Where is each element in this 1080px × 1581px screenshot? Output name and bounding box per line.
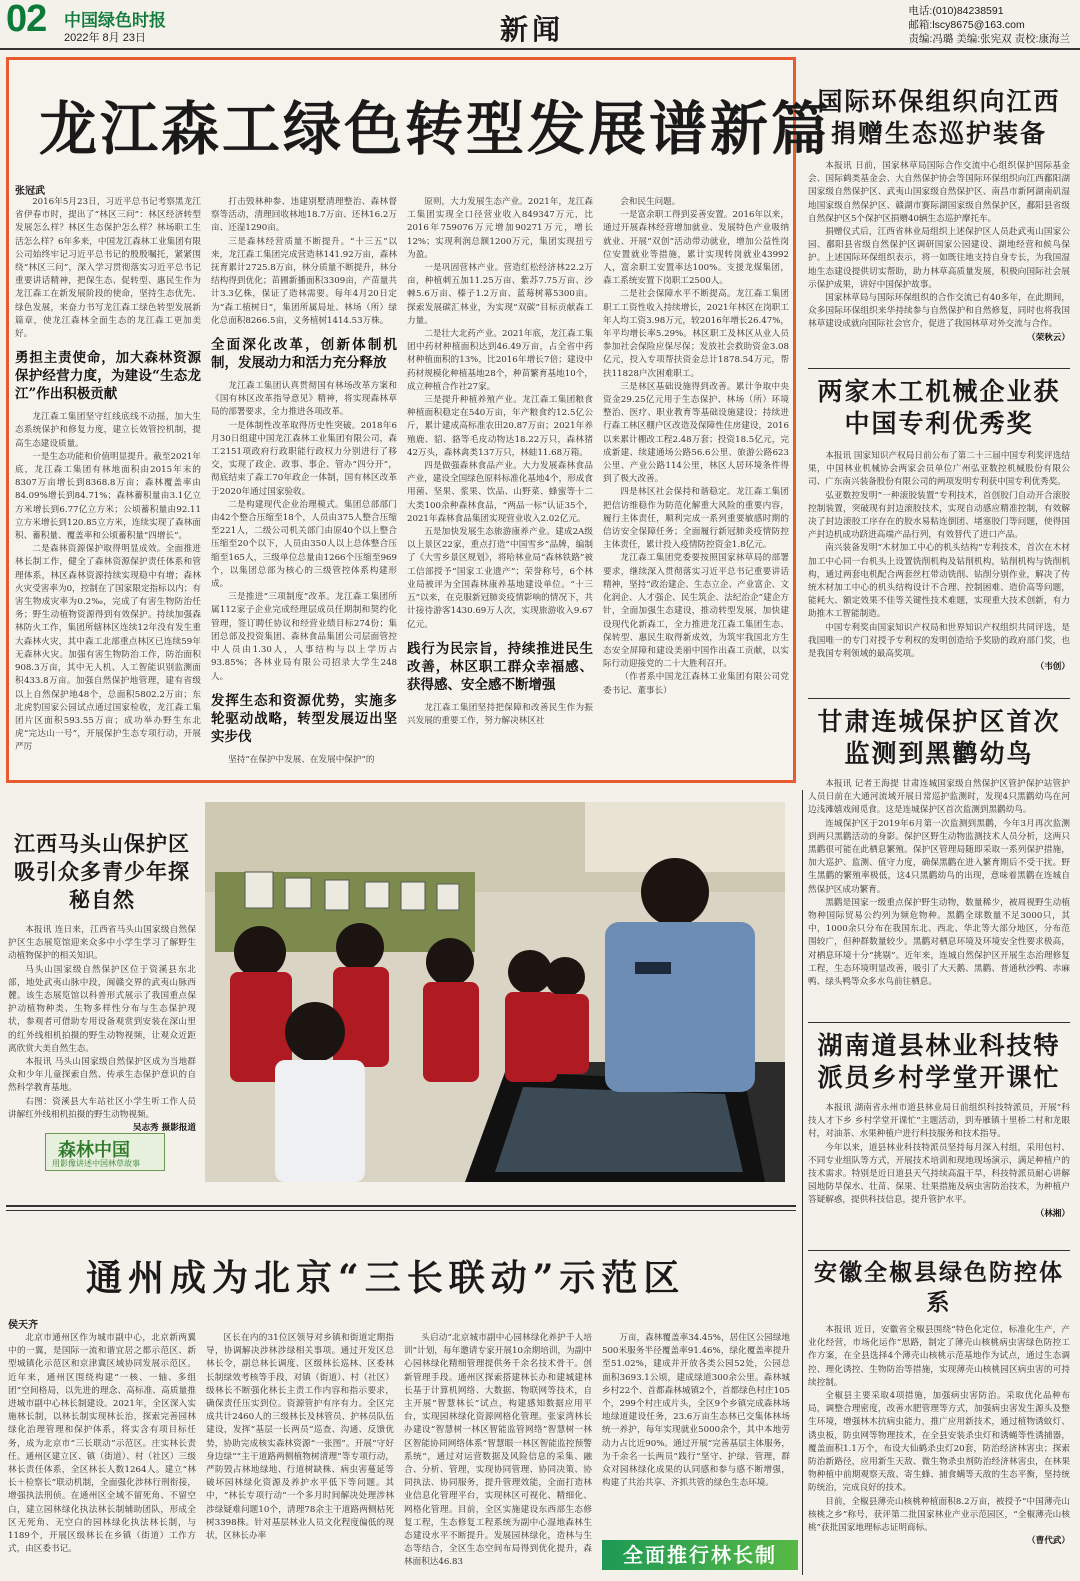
paragraph: 原则，大力发展生态产业。2021年，龙江森工集团实现全口径营业收入849347万元，比2016年759076万元增加90271万元，增长12%；实现利润总额1200万元，集团实现扭亏为盈。 xyxy=(407,197,593,260)
page-number: 02 xyxy=(6,0,47,40)
paragraph: 二是森林资源保护取得明显成效。全面推进林长制工作，健全了森林资源保护责任体系和管理体系，林区森林资源持续实现稳中有增；森林火灾受害率为0，控制在了国家限定指标以内；有害生物成灾率为0.2‰，完成了有害生物防治任务；野生动植物资源得到有效保护。持续加强森林防火工作，集团所辖林区连续12年没有发生重大森林火灾，其中森工北部重点林区已连续59年无森林火灾。加强有害生物防治工作，防治面积908.3万亩，其中无人机、人工智能识别监测面积433.8万亩。加强自然保护地管理，建有省级以上自然保护地48个，总面积5802.2万亩；东北虎豹国家公园试点通过国家检收，龙江森工集团片区面积593.55万亩；成功举办野生东北虎“完达山一号”，开展保护生态专项行动，开展严厉 xyxy=(15,544,201,753)
email: 邮箱:lscy8675@163.com xyxy=(908,19,1025,31)
article-credit: （韦创） xyxy=(1035,662,1070,673)
paragraph: 二是壮大北药产业。2021年底，龙江森工集团中药材种植面积达到46.49万亩，占全省中药材种植面积的13%，比2016年增长7倍；建设中药材规模化种植基地28个，种苗繁育基地10个，成立种植合作社27家。 xyxy=(407,329,593,392)
paragraph: 一是富余职工得到妥善安置。2016年以来，通过开展森林经营增加就业、发展特色产业吸纳就业、开展“双创”活动带动就业，增加公益性岗位安置就业等措施，累计实现转岗就业43992人，富余职工安置率达100%。支援龙煤集团，森工系统安置下岗职工2500人。 xyxy=(603,210,789,287)
divider xyxy=(6,1210,796,1211)
lead-headline: 龙江森工绿色转型发展谱新篇 xyxy=(39,95,833,163)
tongzhou-column-2 xyxy=(206,1332,394,1542)
lead-column-4 xyxy=(603,196,789,778)
article-jiangxi-donation xyxy=(808,86,1070,382)
lead-byline: 张冠武 xyxy=(15,186,45,197)
paragraph: 三是提升种植养殖产业。龙江森工集团粮食种植面积稳定在540万亩，年产粮食约12.5亿公斤，累计建成高标准农田20.87万亩；2021年养殖鹿、貂、貉等毛皮动物达18.22万只，森林猪42万头，森林禽类137万只，林蛙11.68万箱。 xyxy=(407,395,593,458)
lead-column-3 xyxy=(407,196,593,778)
article-credit: （荣秋云） xyxy=(1027,332,1070,343)
author-note: （作者系中国龙江森林工业集团有限公司党委书记、董事长） xyxy=(603,672,789,696)
paragraph: 2016年5月23日，习近平总书记考察黑龙江省伊春市时，提出了“林区三问”：林区经济转型发展怎么样？林区生态保护怎么样？林场职工生活怎么样？6年多来，中国龙江森林工业集团有限公司始终牢记习近平总书记的殷殷嘱托，紧紧围绕“林区三问”，深入学习贯彻落实习近平总书记重要讲话精神，把保生态、促转型、惠民生作为龙江森工在新发展阶段的使命，坚持生态优先、绿色发展，来奋力书写龙江森工绿色转型发展新篇章，使龙江森林全面生态的龙江森工更加美好。 xyxy=(15,197,201,340)
article-headline: 湖南道县林业科技特派员乡村学堂开课忙 xyxy=(817,1031,1061,1092)
divider xyxy=(808,368,1070,369)
article-headline: 江西马头山保护区吸引众多青少年探秘自然 xyxy=(14,831,190,912)
paragraph: 一是巩固营林产业。营造红松经济林22.2万亩，种植刺五加11.25万亩、紫苏7.75万亩、沙棘5.6万亩、榛子1.2万亩、蓝莓树幕5300亩。探索发展碳汇林业，为实现“双碳”目标贡献森工力量。 xyxy=(407,263,593,326)
paragraph: 北京市通州区作为城市副中心，北京新两翼中的一翼，是国际一流和谐宜居之都示范区、新型城镇化示范区和京津冀区域协同发展示范区。近年来，通州区围绕构建“一核、一轴、多组团”空间格局，以先进的理念、高标准、高质量推进城市副中心林长制建设。2021年，全区深入实施林长制，以林长制实现林长治，探索完善园林绿化治理管理和保护体系，将实含有项目标任务，成为北京市“三长联动”示范区。庄实林长责任。通州区建立区、镇（街道）、村（社区）三级林长责任体系，全区林长人数1264人。建立“林长＋检察长”联动机制，全面强化涉林行刑衔接，增强执法刑侦。在通州区全域不留死角、不留空白，建立园林绿化执法林长制辅助团队，形成全区无死角、无空白的园林绿化执法林长制，与1189个，开展区级林长在乡镇（街道）工作方式，由区委书记。 xyxy=(8,1333,196,1555)
paragraph: 本报讯 湖南省永州市道县林业局日前组织科技特派员，开展“科技人才下乡 乡村学堂开课忙”主题活动，到寿雁镇十里桥二村和龙眼村，对油茶、水果种植户进行科技服务和技术指导。 xyxy=(808,1103,1070,1140)
lead-subhead-3: 发挥生态和资源优势，实施多轮驱动战略，转型发展迈出坚实步伐 xyxy=(211,692,397,745)
tongzhou-column-3 xyxy=(404,1332,592,1568)
paragraph: 龙江森工集团认真贯彻国有林场改革方案和《国有林区改革指导意见》精神，将实现森林草局的部署要求，全力推进各项改革。 xyxy=(211,381,397,418)
tongzhou-byline: 侯天齐 xyxy=(8,1320,38,1331)
paragraph: 打击毁林种参、违建别墅清理整治、森林督察等活动，清理回收林地18.7万亩、还林16.2万亩、还湿1290亩。 xyxy=(211,197,397,234)
tongzhou-headline: 通州成为北京“三长联动”示范区 xyxy=(86,1257,686,1299)
paragraph: 南兴装备发明“木材加工中心的机头结构”专利技术，首次在木材加工中心同一台机头上设置铣削机构及钻削机构，钻削机构与铣削机构，通过两套电机配合两套丝杠带动铣削、钻削分别作业，解决了传统木材加工中心的机头结构设计不合理、控制困难、造价高等问题，能耗大、额定效果不佳等关键性技术难题，实现重大技术创新，有力助推木工智能制造。 xyxy=(808,543,1070,620)
paragraph: 目前，全椒县薄壳山核桃种植面积8.2万亩，被授予“中国薄壳山核桃之乡”称号，获评第二批国家林业产业示范园区，“全椒薄壳山核桃”获批国家地理标志证明商标。 xyxy=(808,1496,1070,1534)
paragraph: 全椒县主要采取4项措施，加强病虫害防治。采取优化品种布局，调整合理密度，改善水肥管理等方式，加强病虫害发生源头及整生环境，增强林木抗病虫能力，推广应用新技术，通过植物诱蚊灯、诱虫板，防虫网等物理技术，在全县安装杀虫灯和诱蝇等性诱捕器，覆盖面积1.1万个，布设大仙鹤杀虫灯20套，防治经济林害虫；探索防治新路径，应用新生天敌、微生物杀虫剂防治经济林害虫，在林果物种植中前期观察天敌、寄生蜂、捕食螨等天敌的生态平衡，坚持统防统治，完成良好的技术。 xyxy=(808,1391,1070,1494)
article-body xyxy=(808,1324,1070,1568)
paragraph: 坚持“在保护中发展、在发展中保护”的 xyxy=(228,754,375,765)
article-body xyxy=(808,778,1070,1014)
paragraph: 本报讯 近日，安徽省全椒县围绕“特色化定位，标准化生产，产业化经营，市场化运作”思路，制定了薄壳山核桃病虫害绿色防控工作方案，在全县选择4个薄壳山核桃示范基地作为试点，通过生态调控、理化诱控、生物防治等措施，实现薄壳山核桃园区病虫害的可持续控制。 xyxy=(808,1325,1070,1388)
paragraph: 头启动“北京城市副中心园林绿化养护千人培训”计划，每年邀请专家开展10余期培训，为副中心园林绿化精细管理提供务千余名技术骨干。创新管理手段。通州区探索搭建林长办和建城建林长基于计算机网络、大数据、物联网等技术，自主开展“智慧林长”试点，构建感知数据应用平台，实现园林绿化资源网格化管理。张家湾林长办建设“智慧树一林区智能监管网络”智慧树一林区智能协同网络体系“智慧眼一林区智能监控预警系统”，通过对运营数据及风险信息的采集、融合、分析、管理，实现协同管理、协同决策、协同执法、协同服务，提升管理效能，全面打造林业信息化管理平台，实现林区可视化、精细化、网格化管理。目前，全区实施建设东西部生态修复工程，生态修复工程系统为副中心湿地森林生态建设水平不断提升。发展园林绿化，造林与生态等结合，全区生态空间布局得到优化提升，森林面积达46.83 xyxy=(404,1333,592,1568)
lead-column-1 xyxy=(15,196,201,778)
article-body xyxy=(808,1102,1070,1250)
paragraph: 五是加快发展生态旅游康养产业。建成2A级以上景区22家，重点打造“中国雪乡”品牌，编制了《大雪乡景区规划》，将哈林业局“森林铁路”被工信部授予“国家工业遗产”；荣誉称号，6个林业局被评为全国森林康养基地建设单位。“十三五”以来，在克服新冠肺炎疫情影响的情况下，共计接待游客1430.69万人次，实现旅游收入9.67亿元。 xyxy=(407,527,593,630)
article-anhui-pest xyxy=(808,1258,1070,1568)
lead-subhead-4: 践行为民宗旨，持续推进民生改善，林区职工群众幸福感、获得感、安全感不断增强 xyxy=(407,640,593,693)
article-body xyxy=(808,450,1070,688)
paper-date: 2022年 8月 23日 xyxy=(64,32,146,44)
article-patent-award xyxy=(808,376,1070,688)
masthead xyxy=(0,0,1080,50)
photo-credit: 吴志秀 摄影报道 xyxy=(132,1123,196,1134)
lead-columns xyxy=(15,196,789,778)
exhibit-photo xyxy=(205,802,785,1182)
forest-chief-banner: 全面推行林长制 xyxy=(602,1540,798,1570)
paragraph: 四是林区社会保持和谐稳定。龙江森工集团把信访维稳作为防范化解重大风险的重要内容，履行主体责任，顺利完成一系列重要敏感时期的信访安全保障任务；全面履行新冠肺炎疫情防控主体责任，累计投入疫情防控资金1.8亿元。 xyxy=(603,487,789,551)
photo-caption: 右图：资溪县大车站社区小学生听工作人员讲解红外线相机拍摄的野生动物视频。 xyxy=(8,1096,196,1120)
paragraph: 连城保护区于2019年6月第一次监测到黑鹳，今年3月再次监测到两只黑鹳活动的身影。保护区野生动物监测技术人员分析，这两只黑鹳很可能在此栖息繁殖。保护区管理局随即采取一系列保护措施，加大巡护、监测、值守力度，确保黑鹳在进入繁育期后不受干扰。野生黑鹳的繁殖率极低，这4只黑鹳幼鸟的出现，意味着黑鹳在连城自然保护区成功繁育。 xyxy=(808,818,1070,895)
badge-title: 森林中国 xyxy=(58,1140,130,1161)
paragraph: 二是社会保障水平不断提高。龙江森工集团职工工资性收入持续增长，2021年林区在岗职工年人均工资3.98万元，较2016年增长26.47%，年平均增长率5.29%。林区职工及林区从业人员参加社会保险应保尽保；发放社会救助资金3.08亿元，投入专项帮扶资金总计1878.54万元，帮扶11828户次困难职工。 xyxy=(603,289,789,379)
divider xyxy=(808,698,1070,699)
paragraph: 本报讯 马头山国家级自然保护区成为当地群众和少年儿童探索自然、传承生态保护意识的自然科学教育基地。 xyxy=(8,1057,196,1094)
tongzhou-column-1 xyxy=(8,1332,196,1555)
paragraph: 今年以来，道县林业科技特派员坚持每月深入村组，采用包村、不同专业组队等方式，开展技术培训和现地现场演示，满足种植户的技术需求。特别是近日道县天气持续高温干旱，科技特派员耐心讲解园地防旱保水、壮苗、保果、壮果措施及病虫害防治技术，为种植户答疑解惑，提供科技信息，提升管护水平。 xyxy=(808,1142,1070,1206)
contact-info xyxy=(908,4,1070,46)
forest-china-badge xyxy=(45,1133,165,1171)
article-credit: （曹代武） xyxy=(1027,1536,1070,1547)
article-headline: 安徽全椒县绿色防控体系 xyxy=(814,1259,1064,1316)
lead-subhead-1: 勇担主责使命，加大森林资源保护经营力度，为建设“生态龙江”作出积极贡献 xyxy=(15,350,201,403)
article-gansu-stork xyxy=(808,706,1070,1014)
article-headline: 国际环保组织向江西捐赠生态巡护装备 xyxy=(817,87,1061,148)
article-body xyxy=(8,924,196,1150)
article-headline: 甘肃连城保护区首次监测到黑鹳幼鸟 xyxy=(817,707,1061,768)
lead-story xyxy=(6,57,833,783)
paragraph: 龙江森工集团坚守红线底线不动摇，加大生态系统保护和修复力度，建立长效管控机制，提高生态建设质量。 xyxy=(15,412,201,449)
paper-name: 中国绿色时报 xyxy=(64,11,166,31)
article-body xyxy=(808,160,1070,382)
tongzhou-column-4 xyxy=(602,1332,790,1538)
paragraph: 一是生态功能和价值明显提升。截至2021年底，龙江森工集团有林地面积由2015年末的8307万亩增长到8368.8万亩；森林覆盖率由84.09%增长到84.71%；森林蓄积量由3.1亿立方米增长到6.77亿立方米；公顷蓄积量由92.11立方米增长到120.85立方米，连续实现了森林面积、蓄积量、覆盖率和公顷蓄积量“四增长”。 xyxy=(15,451,201,542)
article-matoushan xyxy=(8,830,196,1150)
paragraph: 四是做强森林食品产业。大力发展森林食品产业，建设全国绿色原料标准化基地4个，形成食用菌、坚果、浆果、饮品、山野菜、蜂蜜等十二大类100余种森林食品，“两品一标”认证35个，2021年森林食品集团实现营业收入2.02亿元。 xyxy=(407,461,593,524)
badge-subtitle: 用影像讲述中国林草故事 xyxy=(52,1159,140,1168)
paragraph: 本报讯 连日来，江西省马头山国家级自然保护区生态展览馆迎来众多中小学生学习了解野生动植物保护的相关知识。 xyxy=(8,925,196,962)
paragraph: 本报讯 日前，国家林草局国际合作交流中心组织保护国际基金会、国际鹤类基金会、大自然保护协会等国际环保组织向江西鄱阳湖国家级自然保护区、武夷山国家级自然保护区、南昌市新阿湖南矶湿地国家级自然保护区、赣湖市赛际湖国家级自然保护区，鄱阳县省级自然保护区5个保护区捐赠40辆生态巡护摩托车。 xyxy=(808,161,1070,224)
paragraph: 本报讯 国家知识产权局日前公布了第二十三届中国专利奖评选结果，中国林业机械协会两家会员单位广州弘亚数控机械股份有限公司、广东南兴装备股份有限公司的两项发明专利获中国专利优秀奖。 xyxy=(808,451,1070,488)
paragraph: 中国专利奖由国家知识产权局和世界知识产权组织共同评选，是我国唯一的专门对授予专利权的发明创造给予奖励的政府部门奖，也是我国专利领域的最高奖项。 xyxy=(808,622,1070,660)
divider xyxy=(808,1250,1070,1251)
photo-illustration xyxy=(205,802,785,1182)
paragraph: 弘亚数控发明“一种滚胶装置”专利技术，首创胶门自动开合滚胶控制装置，突破现有封边滚胶技术，实现自动感应精准控制，有效解决了封边滚胶工序存在的胶水易粘连倒团、堵塞胶门等问题，使得国产封边机成功跻进高端产品行列，有效替代了进口产品。 xyxy=(808,490,1070,541)
phone: 电话:(010)84238591 xyxy=(908,5,1004,17)
paragraph: 捐赠仪式后，江西省林业局组织上述保护区人员赴武夷山国家公园、鄱阳县省级自然保护区调研国家公园建设、湖地经营和候鸟保护。上述国际环保组织表示，将一如既往地支持自身专长，为我国湿地生态建设提供切实帮助，助力林草高质量发展，积极向国际社会展示保护成果，讲好中国保护故事。 xyxy=(808,227,1070,290)
paragraph: 一是体制性改革取得历史性突破。2018年6月30日组建中国龙江森林工业集团有限公司，森工2151项政府行政职能行政权力分别进行了移交，实现了政企、政事、事企、管办“四分开”，彻底结束了森工70年政企一体制，国有林区改革于2020年通过国家验收。 xyxy=(211,420,397,497)
section-name: 新闻 xyxy=(500,13,565,46)
paragraph: 黑鹳是国家一级重点保护野生动物，数量稀少，被周视野生动植物种国际贸易公约列为频危物种。黑鹳全球数量不足3000只，其中，1000余只分布在我国东北、西北、华北等大部分地区，分布范围较广，但种群数量较少。黑鹳对栖息环境及环境安全性要求极高，对栖息环境十分“挑剔”。近年来，连城自然保护区开展生态治理修复工程，生态环境明显改善，吸引了大天鹅、黑鹳、普通秋沙鸭、赤麻鸭、绿头鸭等众多水鸟前往栖息。 xyxy=(808,897,1070,988)
divider xyxy=(6,1205,796,1207)
paragraph: 国家林草局与国际环保组织的合作交流已有40多年，在此期间，众多国际环保组织来华持续参与自然保护和自然修复，同时也将我国林草建设成就向国际社会官介，促进了我国林草对外交流与合作。 xyxy=(808,293,1070,330)
staff-credits: 责编:冯璐 美编:张宪双 责校:康海兰 xyxy=(908,33,1070,45)
divider xyxy=(808,1022,1070,1023)
article-headline: 两家木工机械企业获中国专利优秀奖 xyxy=(817,377,1061,438)
paragraph: 龙江森工集团坚持把保障和改善民生作为振兴发展的重要工作，努力解决林区社 xyxy=(407,702,593,726)
lead-subhead-2: 全面深化改革，创新体制机制，发展动力和活力充分释放 xyxy=(211,337,397,372)
paragraph: 马头山国家级自然保护区位于资溪县东北部，地处武夷山脉中段，闽赣交界的武夷山脉西麓。该生态展览馆以科普形式展示了我国重点保护动植物种类、生物多样性分布与生态保护现状，参观者可借助专用设备观赏到安装在深山里的红外线相机拍摄的野生动物视频，让观众近距离欣赏大美自然生态。 xyxy=(8,964,196,1054)
paragraph: 区长在内的31位区领导对乡镇和街道定期指导，协调解决涉林涉绿相关事项。通过开发区总林长令，副总林长调度、区级林长巡林、区委林长制绿效考核等手段，对镇（街道）、村（社区）级林长不断强化林长主责工作内容和指示要求，确保责任压实到位。资源管护有序有力。全区完成共计2460人的三级林长及林管员、护林员队伍建设，发挥“基层一长两员”巡查、沟通、反馈优势，协助完成核实森林资源“一张图”。开展“守好身边绿”“主干道路两侧植物树清理”等专项行动，严防毁占林地绿地、行道树缺株、病虫害蔓延等破坏园林绿化资源及养护水平低下等问题。其中，“林长专项行动”一个多月时间解决处理涉林涉绿疑难问题10个，清理78余主干道路两侧枯死树3398株。针对基层林业人员文化程度偏低的现状，区林长办率 xyxy=(206,1333,394,1542)
paragraph: 三是林区基础设施得到改善。累计争取中央资金29.25亿元用于生态保护、林场（所）环境整治、医疗、职业教育等基础设施建设；持续进行森工林区棚户区改造及保障性住房建设，2016以来累计棚改工程2.48万套；投资18.5亿元，完成新建、续建通场公路56.6公里、旅游公路623公里、产业公路114公里，林区人居环境条件得到了极大改善。 xyxy=(603,381,789,485)
paragraph: 二是构建现代企业治理模式。集团总部部门由42个整合压缩至18个，人员由375人整合压缩至221人，二级公司机关部门由原40个以上整合压缩至20个以下，人员由350人以上总体整合压缩至165人，三级单位总量由1266个压缩至969个，以集团总部为核心的三级管控体系构建形成。 xyxy=(211,499,397,590)
paragraph: 本报讯 记者王海提 甘肃连城国家级自然保护区管护保护站管护人员日前在大通河流域开展日常巡护监测时，发现4只黑鹳幼鸟在河边浅滩嬉戏闹觅食。这是连城保护区首次监测到黑鹳幼鸟。 xyxy=(808,779,1070,816)
paragraph: 三是森林经营质量不断提升。“十三五”以来，龙江森工集团完成营造林141.92万亩，森林抚育累计2725.8万亩，林分质量不断提升，林分结构得到优化；苗圃新播面积3309亩，产苗量共计3.3亿株，保证了造林需要。每年4月20日定为“森工植树日”，集团所属局址、林场（所）绿化总面积8266.5亩，义务植树1414.53万株。 xyxy=(211,236,397,326)
article-credit: （林湘） xyxy=(1035,1208,1070,1219)
column-rule xyxy=(802,790,803,1575)
article-hunan-tech xyxy=(808,1030,1070,1250)
paragraph: 龙江森工集团党委要按照国家林草局的部署要求，继续深入贯彻落实习近平总书记重要讲话精神，坚持“政治建企、生态立企、产业富企、文化润企、人才强企、民生筑企、法纪治企”建企方针，全面加强生态建设，推动转型发展，加快建设现代化新森工，全力推进龙江森工集团生态、保转型、惠民生取得新成效，为筑牢我国北方生态安全屏障和建设美丽中国作出森工贡献，以实际行动迎接党的二十大胜利召开。 xyxy=(603,553,789,670)
paragraph: 会和民生问题。 xyxy=(620,197,681,207)
lead-column-2 xyxy=(211,196,397,778)
paragraph: 三是推进“三项制度”改革。龙江森工集团所属112家子企业完成经理层成员任期制和契约化管理，签订聘任协议和经营业绩目标274份；集团总部及投资集团、森林食品集团公司层面管控中人员由1.30人，人事结构与以上学历占93.85%；各林业局有限公司招录大学生248人。 xyxy=(211,592,397,682)
paragraph: 万亩，森林覆盖率34.45%，居住区公园绿地500米服务半径覆盖率91.46%，绿化覆盖率提升至51.02%，建成并开放各类公园52处，公园总面积3693.1公顷，建成绿道300余公里。森林城乡村22个、首都森林城镇2个，首都绿色村庄105个，299个村庄成片头，全区9个乡镇完成森林场地绿道建设任务，23.6万亩生态林已交集体林场统一养护，每年实现就业5000余个，其中本地劳动力占比近90%。通过开展“完善基层主体服务，为千余名一长两员”践行“坚守、护绿、管理，群众对园林绿化成果的认同感和参与感不断增强，构建了共治共享、齐抓共管的绿色生态环境。 xyxy=(602,1333,790,1489)
